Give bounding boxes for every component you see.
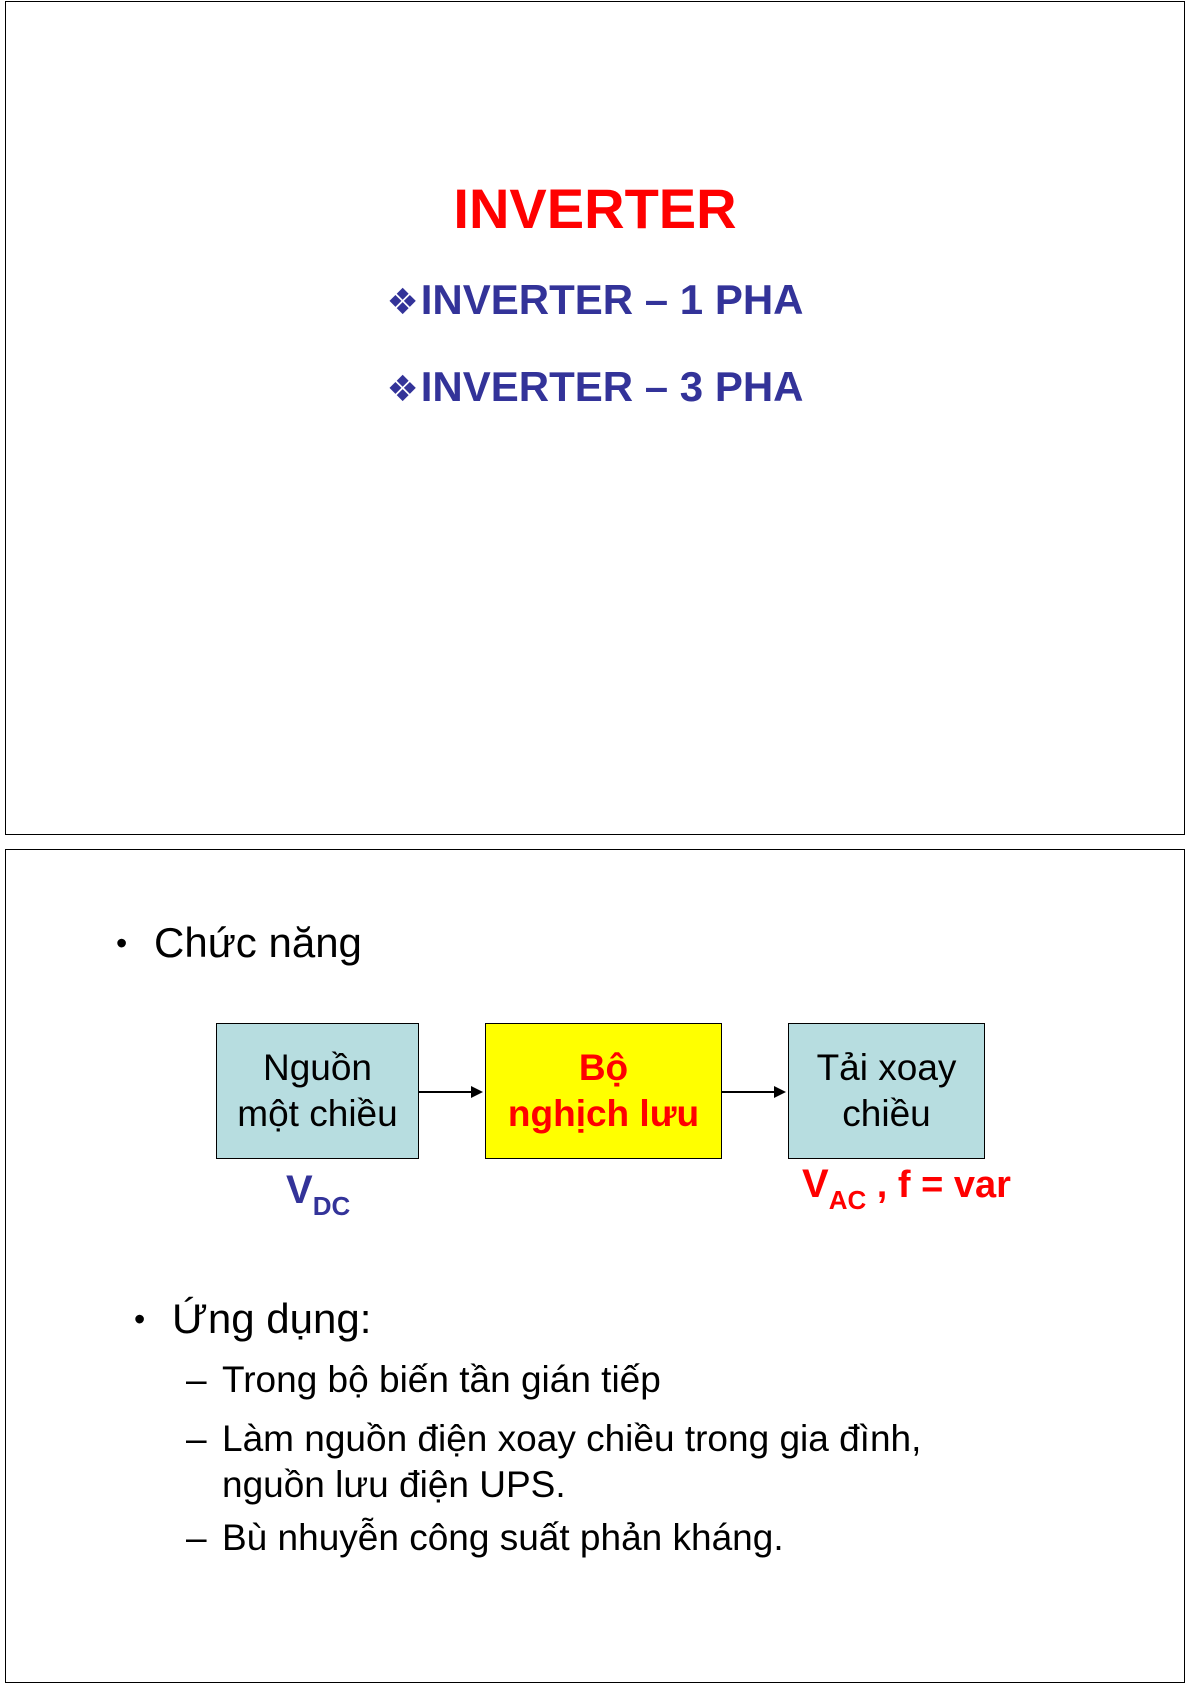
vac-frequency: , f = var	[866, 1164, 1011, 1206]
dash-bullet-icon: –	[186, 1418, 207, 1459]
application-text: Trong bộ biến tần gián tiếp	[222, 1359, 661, 1400]
ac-load-line-1: Tải xoay	[816, 1047, 957, 1088]
diamond-bullet-icon: ❖	[386, 282, 419, 323]
application-text: Làm nguồn điện xoay chiều trong gia đình,	[222, 1418, 922, 1459]
ac-load-box	[788, 1023, 985, 1159]
topic-item-3-phase	[6, 362, 1184, 415]
bullet-dot-icon: •	[116, 925, 128, 961]
application-item-1	[186, 1357, 661, 1403]
dash-bullet-icon: –	[186, 1517, 207, 1558]
bullet-function	[116, 918, 362, 968]
application-text-continuation: nguồn lưu điện UPS.	[222, 1464, 566, 1505]
bullet-dot-icon: •	[134, 1301, 146, 1337]
inverter-line-2: nghịch lưu	[507, 1093, 700, 1134]
vdc-main: V	[286, 1168, 313, 1212]
slide-1	[5, 1, 1185, 835]
inverter-line-1: Bộ	[578, 1047, 629, 1088]
bullet-label: Ứng dụng:	[172, 1295, 372, 1342]
topic-item-1-phase	[6, 275, 1184, 328]
vac-label	[802, 1162, 1011, 1222]
vdc-subscript: DC	[312, 1191, 351, 1221]
arrow-right-icon	[419, 1091, 481, 1093]
vdc-label	[286, 1168, 350, 1228]
application-item-2	[186, 1416, 921, 1508]
vac-subscript: AC	[828, 1185, 867, 1215]
dc-source-line-2: một chiều	[237, 1093, 398, 1134]
slide-title: INVERTER	[453, 177, 737, 240]
dc-source-box	[216, 1023, 419, 1159]
vac-main: V	[802, 1162, 829, 1206]
topic-item-label: INVERTER – 1 PHA	[420, 276, 804, 323]
slide-2	[5, 849, 1185, 1683]
inverter-box	[485, 1023, 722, 1159]
application-text: Bù nhuyễn công suất phản kháng.	[222, 1517, 784, 1558]
dash-bullet-icon: –	[186, 1359, 207, 1400]
ac-load-line-2: chiều	[842, 1093, 931, 1134]
bullet-label: Chức năng	[154, 919, 362, 966]
application-item-3	[186, 1515, 784, 1561]
bullet-applications	[134, 1294, 371, 1344]
dc-source-line-1: Nguồn	[262, 1047, 372, 1088]
diamond-bullet-icon: ❖	[386, 369, 419, 410]
topic-item-label: INVERTER – 3 PHA	[420, 363, 804, 410]
arrow-right-icon	[722, 1091, 784, 1093]
